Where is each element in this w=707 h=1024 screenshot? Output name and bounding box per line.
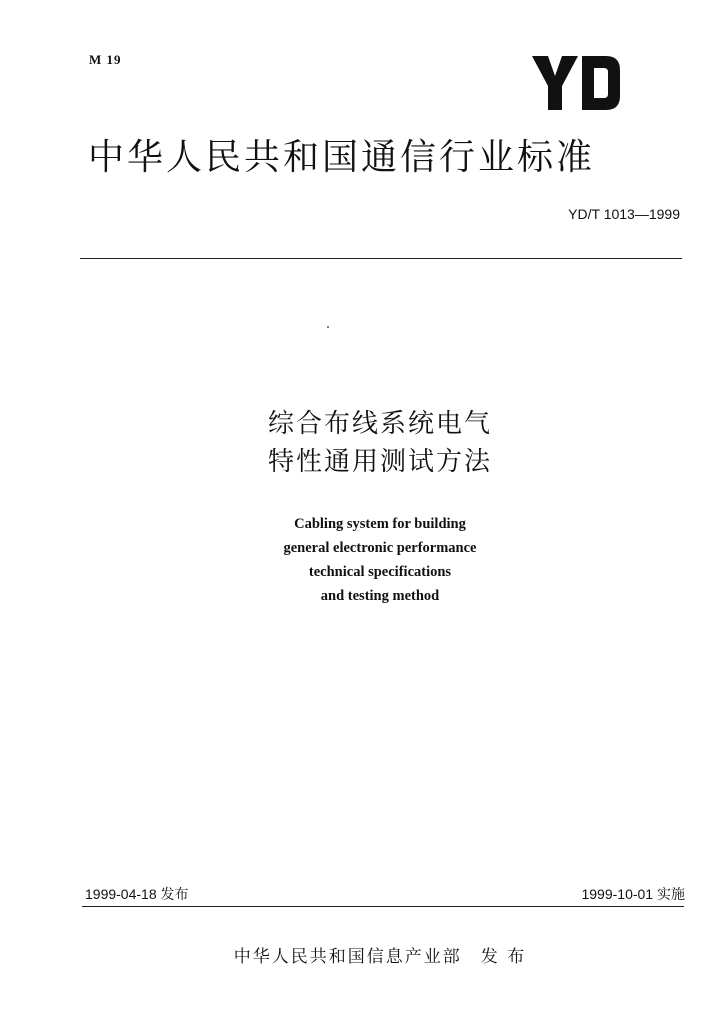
title-cn-line-2: 特性通用测试方法 (267, 447, 492, 477)
top-divider (80, 258, 682, 259)
issuer: 中华人民共和国信息产业部 发 布 (233, 947, 527, 967)
issue-date: 1999-04-18 发布 (85, 886, 189, 902)
implementation-date: 1999-10-01 实施 (581, 886, 685, 902)
title-en-line-4: and testing method (320, 588, 440, 604)
title-en-line-3: technical specifications (308, 564, 452, 580)
title-en-line-1: Cabling system for building (294, 516, 466, 532)
speck (327, 326, 329, 328)
yd-logo (530, 54, 622, 112)
title-cn-line-1: 综合布线系统电气 (267, 409, 492, 439)
standard-code: YD/T 1013—1999 (568, 206, 680, 222)
bottom-divider (82, 906, 684, 907)
classification-code: M 19 (89, 52, 122, 67)
document-title-en (200, 512, 560, 608)
document-title-cn (200, 405, 560, 481)
standard-title: 中华人民共和国通信行业标准 (88, 137, 596, 178)
title-en-line-2: general electronic performance (283, 540, 477, 556)
